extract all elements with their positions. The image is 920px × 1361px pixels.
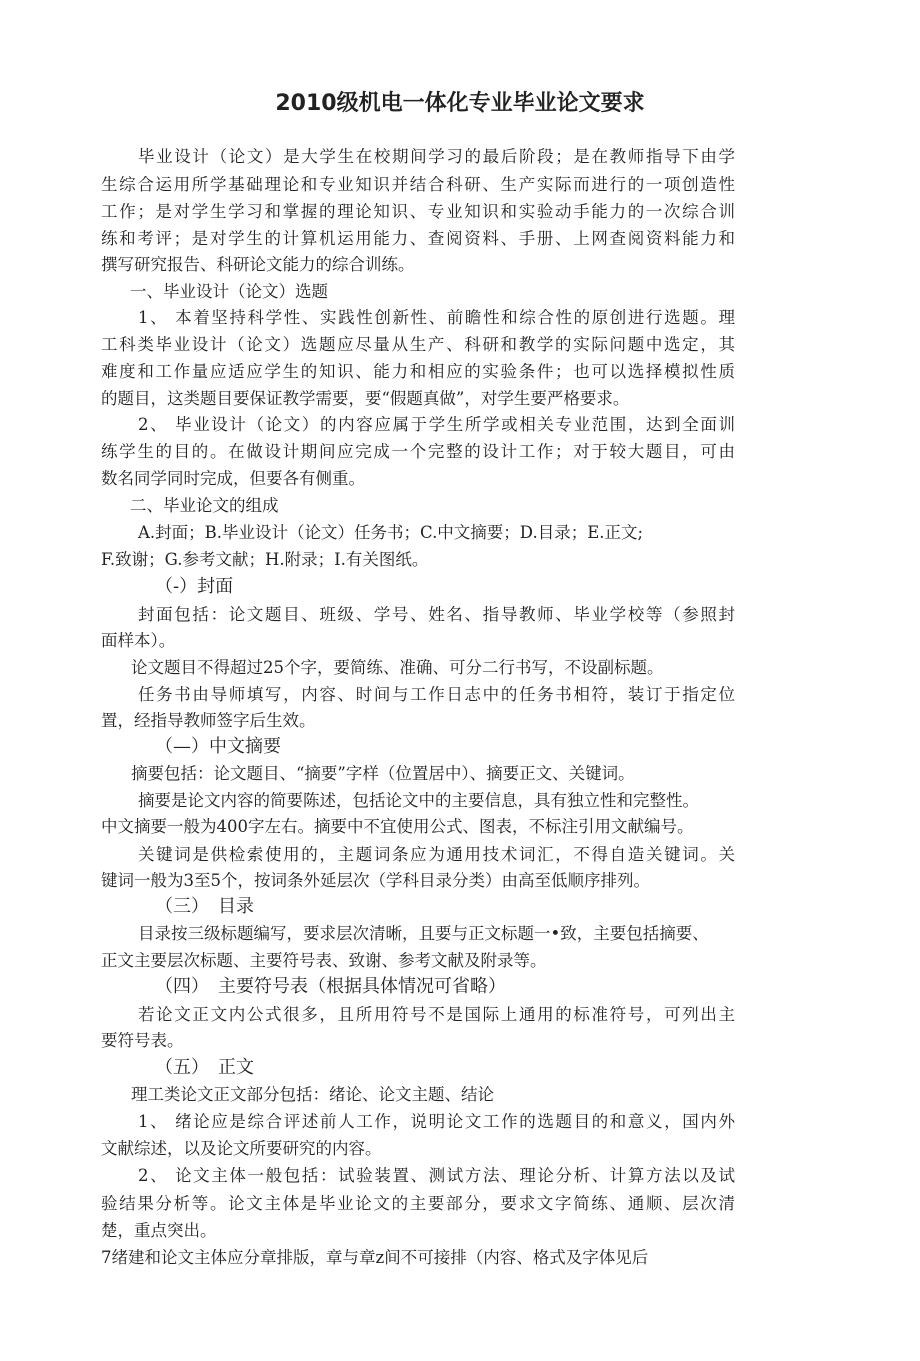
text-line: 目录按三级标题编写，要求层次清晰，且要与正文标题一•致，主要包括摘要、 <box>138 924 709 943</box>
text-line: 1、 本着坚持科学性、实践性创新性、前瞻性和综合性的原创进行选题。理 <box>138 308 735 327</box>
text-line: 摘要包括：论文题目、“摘要”字样（位置居中）、摘要正文、关键词。 <box>131 764 635 783</box>
text-line: 的题目，这类题目要保证教学需要，要“假题真做”，对学生要严格要求。 <box>101 389 630 408</box>
text-line: 论文题目不得超过25个字，要简练、准确、可分二行书写，不设副标题。 <box>131 658 664 677</box>
section-heading: （四） 主要符号表（根据具体情况可省略） <box>155 976 506 997</box>
text-line: 面样本）。 <box>101 631 176 650</box>
text-line: 要符号表。 <box>101 1031 184 1050</box>
text-line: 撰写研究报告、科研论文能力的综合训练。 <box>101 255 415 274</box>
text-line: 生综合运用所学基础理论和专业知识并结合科研、生产实际而进行的一项创造性 <box>101 175 735 194</box>
text-line: 数名同学同时完成，但要各有侧重。 <box>101 469 365 488</box>
text-line: 1、 绪论应是综合评述前人工作，说明论文工作的选题目的和意义，国内外 <box>138 1112 735 1131</box>
text-line: A.封面；B.毕业设计（论文）任务书；C.中文摘要；D.目录；E.正文; <box>138 523 644 542</box>
text-line: 封面包括：论文题目、班级、学号、姓名、指导教师、毕业学校等（参照封 <box>138 605 735 624</box>
text-line: 文献综述，以及论文所要研究的内容。 <box>101 1139 382 1158</box>
text-line: 中文摘要一般为400字左右。摘要中不宜使用公式、图表，不标注引用文献编号。 <box>101 817 694 836</box>
text-line: 工科类毕业设计（论文）选题应尽量从生产、科研和教学的实际问题中选定，其 <box>101 335 735 354</box>
text-line: F.致谢；G.参考文献；H.附录；I.有关图纸。 <box>101 550 429 569</box>
text-line: 一、毕业设计（论文）选题 <box>130 282 328 301</box>
text-line: 关键词是供检索使用的，主题词条应为通用技术词汇，不得自造关键词。关 <box>138 845 735 864</box>
section-heading: （五） 正文 <box>155 1057 254 1078</box>
text-line: 7绪建和论文主体应分章排版，章与章z间不可接排（内容、格式及字体见后 <box>101 1248 649 1267</box>
section-heading: （三） 目录 <box>155 896 254 917</box>
text-line: 理工类论文正文部分包括：绪论、论文主题、结论 <box>131 1085 494 1104</box>
text-line: 楚，重点突出。 <box>101 1221 217 1240</box>
text-line: 难度和工作量应适应学生的知识、能力和相应的实验条件；也可以选择模拟性质 <box>101 362 735 381</box>
text-line: 键词一般为3至5个，按词条外延层次（学科目录分类）由高至低顺序排列。 <box>101 871 650 890</box>
document-title: 2010级机电一体化专业毕业论文要求 <box>275 91 645 116</box>
text-line: 摘要是论文内容的简要陈述，包括论文中的主要信息，具有独立性和完整性。 <box>138 791 699 810</box>
text-line: 正文主要层次标题、主要符号表、致谢、参考文献及附录等。 <box>101 951 547 970</box>
section-heading: （-）封面 <box>155 576 234 597</box>
text-line: 置，经指导教师签字后生效。 <box>101 711 316 730</box>
text-line: 练学生的目的。在做设计期间应完成一个完整的设计工作；对于较大题目，可由 <box>101 442 735 461</box>
text-line: 验结果分析等。论文主体是毕业论文的主要部分，要求文字简练、通顺、层次清 <box>101 1194 735 1213</box>
text-line: 若论文正文内公式很多，且所用符号不是国际上通用的标准符号，可列出主 <box>138 1005 735 1024</box>
text-line: 二、毕业论文的组成 <box>130 496 279 515</box>
text-line: 2、 论文主体一般包括：试验装置、测试方法、理论分析、计算方法以及试 <box>138 1166 735 1185</box>
section-heading: （—）中文摘要 <box>155 736 281 757</box>
text-line: 2、 毕业设计（论文）的内容应属于学生所学或相关专业范围，达到全面训 <box>138 415 735 434</box>
text-line: 工作；是对学生学习和掌握的理论知识、专业知识和实验动手能力的一次综合训 <box>101 202 735 221</box>
text-line: 任务书由导师填写，内容、时间与工作日志中的任务书相符，装订于指定位 <box>138 685 735 704</box>
text-line: 毕业设计（论文）是大学生在校期间学习的最后阶段；是在教师指导下由学 <box>138 147 735 166</box>
text-line: 练和考评；是对学生的计算机运用能力、查阅资料、手册、上网查阅资料能力和 <box>101 229 735 248</box>
